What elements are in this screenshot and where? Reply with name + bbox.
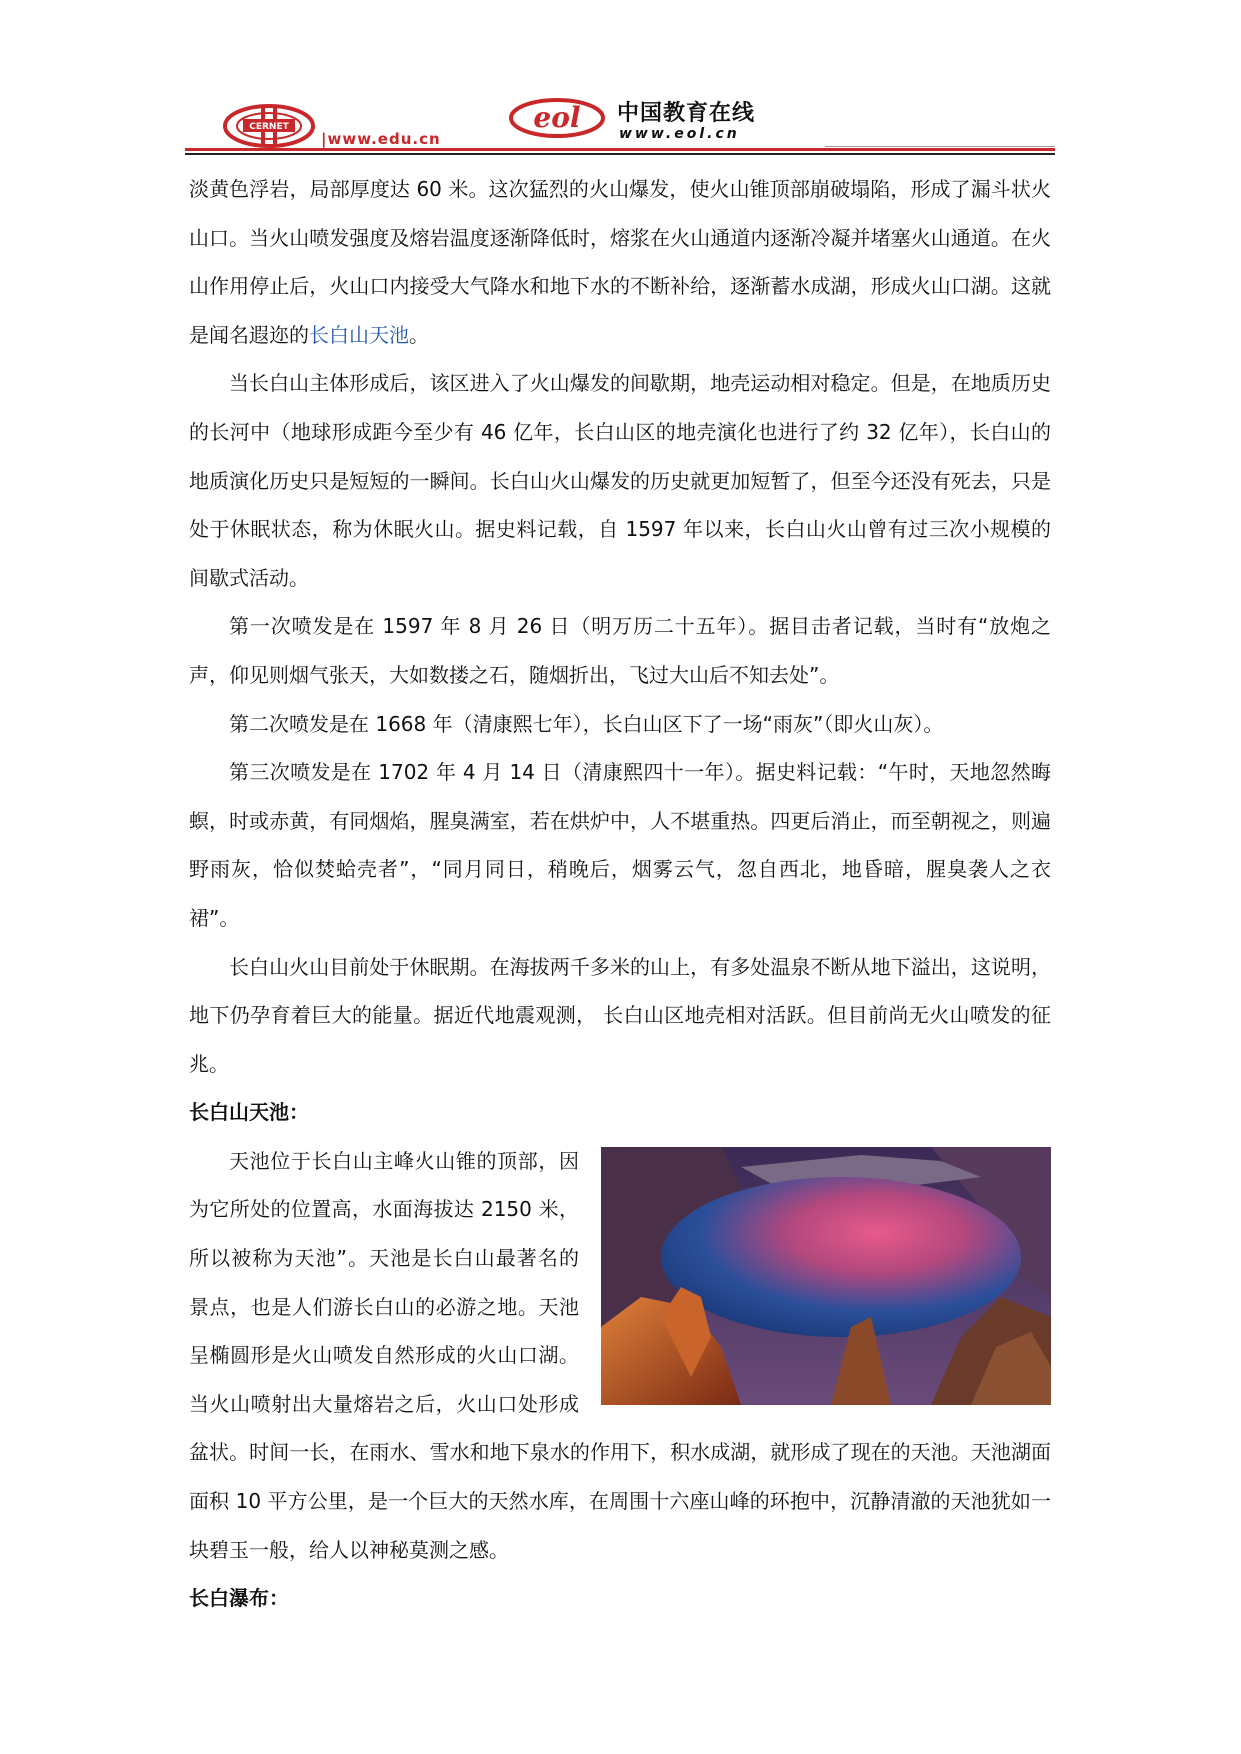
document-body [189,165,1051,1623]
eol-logo-text: eol [533,101,581,134]
site-name: 中国教育在线 [617,101,756,126]
header-red-rule [185,148,1055,151]
paragraph-7: 天池位于长白山主峰火山锥的顶部，因为它所处的位置高，水面海拔达 2150 米，所以被称为天池”。天池是长白山最著名的景点，也是人们游长白山的必游之地。天池呈椭圆形是火山喷发自然形成的火山口湖。当火山喷射出大量熔岩之后，火山口处形成盆状。时间一长，在雨水、雪水和地下泉水的作用下，积水成湖，就形成了现在的天池。天池湖面面积 10 平方公里，是一个巨大的天然水库，在周围十六座山峰的环抱中，沉静清澈的天池犹如一块碧玉一般，给人以神秘莫测之感。 [189,1148,1051,1562]
eol-site-url[interactable]: www.eol.cn [619,126,740,142]
paragraph-3: 第一次喷发是在 1597 年 8 月 26 日（明万历二十五年）。据目击者记载，当时有“放炮之声，仰见则烟气张天，大如数搂之石，随烟折出，飞过大山后不知去处”。 [189,614,1051,687]
heading-waterfall: 长白瀑布： [189,1586,289,1611]
paragraph-2: 当长白山主体形成后，该区进入了火山爆发的间歇期，地壳运动相对稳定。但是，在地质历史的长河中（地球形成距今至少有 46 亿年，长白山区的地壳演化也进行了约 32 亿年），长白山的地质演化历史只是短短的一瞬间。长白山火山爆发的历史就更加短暂了，但至今还没有死去，只是处于休眠状态，称为休眠火山。据史料记载，自 1597 年以来，长白山火山曾有过三次小规模的间歇式活动。 [189,371,1051,590]
paragraph-1 [189,165,1051,359]
edu-site-url[interactable]: |www.edu.cn [321,130,441,148]
cernet-logo [221,102,317,150]
paragraph-1-text: 淡黄色浮岩，局部厚度达 60 米。这次猛烈的火山爆发，使火山锥顶部崩破塌陷，形成了漏斗状火山口。当火山喷发强度及熔岩温度逐渐降低时，熔浆在火山通道内逐渐冷凝并堵塞火山通道。在火山作用停止后，火山口内接受大气降水和地下水的不断补给，逐渐蓄水成湖，形成火山口湖。这就是闻名遐迩的 [189,177,1051,347]
paragraph-6: 长白山火山目前处于休眠期。在海拔两千多米的山上，有多处温泉不断从地下溢出，这说明，地下仍孕育着巨大的能量。据近代地震观测， 长白山区地壳相对活跃。但目前尚无火山喷发的征兆。 [189,954,1051,1076]
paragraph-4: 第二次喷发是在 1668 年（清康熙七年），长白山区下了一场“雨灰”（即火山灰）。 [229,711,944,736]
heading-tianchi: 长白山天池： [189,1100,309,1125]
eol-logo [507,94,607,144]
header-black-rule [185,153,1055,155]
header-thin-rule [825,146,1055,147]
paragraph-5: 第三次喷发是在 1702 年 4 月 14 日（清康熙四十一年）。据史料记载：“午时，天地忽然晦螟，时或赤黄，有同烟焰，腥臭满室，若在烘炉中，人不堪重热。四更后消止，而至朝视之，则遍野雨灰，恰似焚蛤壳者”，“同月同日，稍晚后，烟雾云气，忽自西北，地昏暗，腥臭袭人之衣裙”。 [189,760,1051,930]
tianchi-link[interactable]: 长白山天池 [309,322,409,347]
tianchi-lake-image [601,1147,1051,1405]
cernet-logo-text: CERNET [249,122,289,132]
tianchi-photo [601,1147,1051,1415]
paragraph-1-end: 。 [409,322,429,347]
page-header [185,88,1055,158]
